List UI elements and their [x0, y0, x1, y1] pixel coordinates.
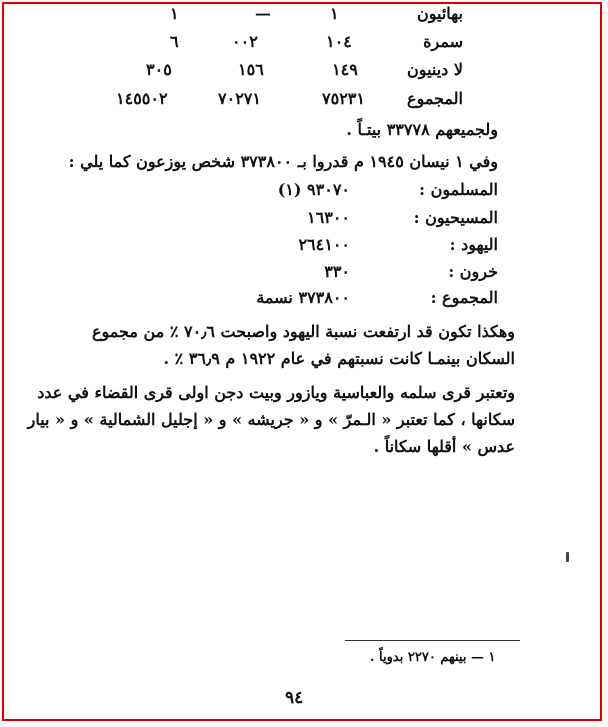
distribution-value: ١٦٣٠٠: [307, 208, 350, 227]
table-cell: ١٤٥٥٠٢: [116, 89, 168, 108]
table-cell: ٦: [170, 32, 179, 51]
households-total: ولجميعهم ٣٣٧٧٨ بيتـاً .: [346, 120, 498, 139]
footnote: ١ — بينهم ٢٢٧٠ بدوياً .: [370, 650, 496, 665]
table-cell: ١: [330, 4, 339, 23]
table-cell: ٧٥٢٣١: [322, 89, 365, 108]
table-cell: ١: [170, 4, 179, 23]
table-cell: ١٠٤: [326, 32, 352, 51]
distribution-value: ٩٣٠٧٠ (١): [277, 180, 350, 199]
paragraph-1-line: السكان بينمـا كانت نسبتهم في عام ١٩٢٢ م ٣٦٫٩ ٪ .: [163, 349, 515, 368]
distribution-value: ٣٧٣٨٠٠ نسمة: [256, 288, 350, 307]
distribution-label: المسلمون :: [419, 180, 498, 199]
distribution-label: المسيحيون :: [413, 208, 498, 227]
table-cell: ٣٠٥: [146, 60, 172, 79]
intro-1945: وفي ١ نيسان ١٩٤٥ م قدروا بـ ٣٧٣٨٠٠ شخص يوزعون كما يلي :: [68, 152, 498, 171]
page-number: ٩٤: [285, 688, 304, 708]
table-row-label: المجموع: [407, 89, 463, 108]
scan-mark: [566, 552, 569, 562]
footnote-separator: [345, 640, 520, 641]
table-cell: ١٥٦: [238, 60, 264, 79]
distribution-value: ٢٦٤١٠٠: [298, 235, 350, 254]
table-cell: —: [255, 4, 271, 23]
distribution-label: اليهود :: [449, 235, 498, 254]
table-row-label: سمرة: [423, 32, 463, 51]
paragraph-2-line: سكانها ، كما تعتبر « الـمرّ » و « جريشه » و « إجليل الشمالية » و « بيار: [27, 410, 515, 429]
table-row-label: بهائيون: [417, 4, 463, 23]
distribution-label: المجموع :: [430, 288, 498, 307]
table-cell: ١٤٩: [332, 60, 358, 79]
paragraph-2-line: وتعتبر قرى سلمه والعباسية ويازور وبيت دجن اولى قرى القضاء في عدد: [37, 383, 515, 402]
table-cell: ٧٠٢٧١: [218, 89, 261, 108]
table-row-label: لا دينيون: [407, 60, 463, 79]
table-cell: ٠٠٢: [232, 32, 258, 51]
paragraph-2-line: عدس » أقلها سكاناً .: [373, 437, 515, 456]
distribution-value: ٣٣٠: [324, 262, 350, 281]
paragraph-1-line: وهكذا تكون قد ارتفعت نسبة اليهود واصبحت ٧٠٫٦ ٪ من مجموع: [91, 322, 515, 341]
distribution-label: خرون :: [448, 262, 498, 281]
